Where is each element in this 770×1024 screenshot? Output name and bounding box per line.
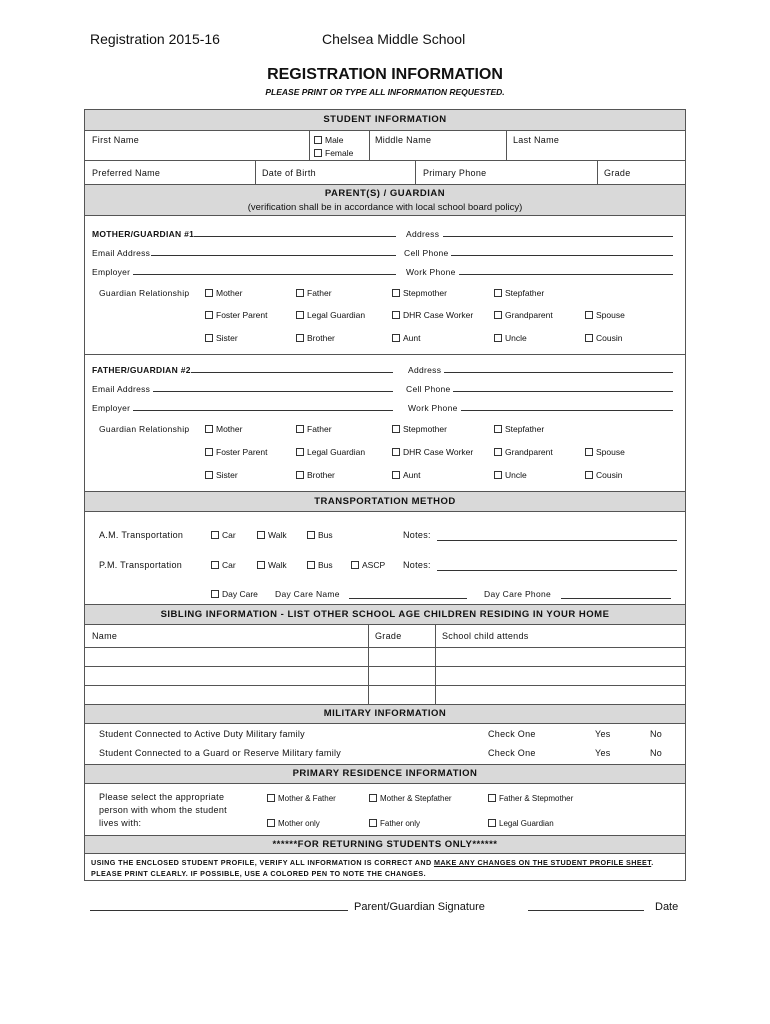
am-transportation-label: A.M. Transportation — [99, 530, 184, 540]
f2-sister-checkbox[interactable]: Sister — [205, 470, 238, 480]
checkbox-icon — [211, 590, 219, 598]
f2-grandparent-checkbox[interactable]: Grandparent — [494, 447, 553, 457]
residence-prompt-1: Please select the appropriate — [99, 792, 225, 802]
father-work-phone-label: Work Phone — [408, 403, 458, 413]
m1-cousin-checkbox[interactable]: Cousin — [585, 333, 622, 343]
day-care-name-label: Day Care Name — [275, 589, 340, 599]
pm-bus-checkbox[interactable]: Bus — [307, 560, 333, 570]
checkbox-icon — [205, 289, 213, 297]
checkbox-icon — [351, 561, 359, 569]
mother-email-label: Email Address — [92, 248, 151, 258]
checkbox-icon — [494, 311, 502, 319]
checkbox-icon — [494, 448, 502, 456]
m1-grandparent-checkbox[interactable]: Grandparent — [494, 310, 553, 320]
checkbox-icon — [205, 448, 213, 456]
am-walk-checkbox[interactable]: Walk — [257, 530, 287, 540]
mother-employer-label: Employer — [92, 267, 131, 277]
military-active-no[interactable]: No — [650, 729, 663, 739]
checkbox-icon — [392, 289, 400, 297]
f2-aunt-checkbox[interactable]: Aunt — [392, 470, 421, 480]
residence-band: PRIMARY RESIDENCE INFORMATION — [85, 764, 685, 784]
checkbox-icon — [392, 334, 400, 342]
mother-work-phone-line[interactable] — [459, 274, 673, 275]
checkbox-icon — [296, 311, 304, 319]
checkbox-icon — [585, 448, 593, 456]
f2-spouse-checkbox[interactable]: Spouse — [585, 447, 625, 457]
pm-ascp-checkbox[interactable]: ASCP — [351, 560, 385, 570]
f2-foster-checkbox[interactable]: Foster Parent — [205, 447, 268, 457]
military-active-label: Student Connected to Active Duty Military family — [99, 729, 305, 739]
checkbox-icon — [494, 334, 502, 342]
f2-dhr-checkbox[interactable]: DHR Case Worker — [392, 447, 473, 457]
dob-field[interactable]: Date of Birth — [262, 168, 316, 178]
sibling-row-1[interactable] — [85, 647, 685, 666]
military-band: MILITARY INFORMATION — [85, 704, 685, 724]
father-email-line[interactable] — [153, 391, 393, 392]
father-cell-label: Cell Phone — [406, 384, 451, 394]
am-notes-label: Notes: — [403, 530, 431, 540]
checkbox-icon — [267, 794, 275, 802]
checkbox-icon — [369, 794, 377, 802]
m1-aunt-checkbox[interactable]: Aunt — [392, 333, 421, 343]
checkbox-icon — [392, 311, 400, 319]
am-bus-checkbox[interactable]: Bus — [307, 530, 333, 540]
school-name: Chelsea Middle School — [322, 31, 466, 47]
checkbox-icon — [392, 471, 400, 479]
sibling-school-header: School child attends — [442, 631, 529, 641]
res-father-step-checkbox[interactable]: Father & Stepmother — [488, 794, 573, 803]
male-checkbox[interactable]: Male — [314, 135, 343, 145]
checkbox-icon — [211, 531, 219, 539]
checkbox-icon — [314, 149, 322, 157]
transportation-band: TRANSPORTATION METHOD — [85, 491, 685, 512]
m1-brother-checkbox[interactable]: Brother — [296, 333, 335, 343]
checkbox-icon — [205, 334, 213, 342]
signature-line[interactable] — [90, 910, 348, 911]
father-relationship-label: Guardian Relationship — [99, 424, 190, 434]
res-mother-step-checkbox[interactable]: Mother & Stepfather — [369, 794, 452, 803]
m1-foster-checkbox[interactable]: Foster Parent — [205, 310, 268, 320]
pm-notes-line[interactable] — [437, 570, 677, 571]
res-legal-checkbox[interactable]: Legal Guardian — [488, 819, 554, 828]
res-mother-father-checkbox[interactable]: Mother & Father — [267, 794, 336, 803]
female-checkbox[interactable]: Female — [314, 148, 353, 158]
military-guard-no[interactable]: No — [650, 748, 663, 758]
f2-stepmother-checkbox[interactable]: Stepmother — [392, 424, 447, 434]
res-father-only-checkbox[interactable]: Father only — [369, 819, 420, 828]
mother-relationship-label: Guardian Relationship — [99, 288, 190, 298]
checkbox-icon — [296, 425, 304, 433]
day-care-phone-label: Day Care Phone — [484, 589, 552, 599]
military-guard-check-one: Check One — [488, 748, 536, 758]
father-work-phone-line[interactable] — [461, 410, 673, 411]
form-subtitle: PLEASE PRINT OR TYPE ALL INFORMATION REQUESTED. — [265, 87, 505, 97]
res-mother-only-checkbox[interactable]: Mother only — [267, 819, 320, 828]
mother-work-phone-label: Work Phone — [406, 267, 456, 277]
returning-note: USING THE ENCLOSED STUDENT PROFILE, VERIFY ALL INFORMATION IS CORRECT AND MAKE ANY CHANGES ON THE STUDENT PROFILE SHEET. PLEASE PRINT CLEARLY. IF POSSIBLE, USE A COLORED PEN TO NOTE THE CHANGES. — [91, 858, 654, 878]
checkbox-icon — [494, 471, 502, 479]
checkbox-icon — [369, 819, 377, 827]
father-cell-line[interactable] — [453, 391, 673, 392]
checkbox-icon — [296, 289, 304, 297]
pm-walk-checkbox[interactable]: Walk — [257, 560, 287, 570]
form-title: REGISTRATION INFORMATION — [267, 66, 503, 83]
f2-stepfather-checkbox[interactable]: Stepfather — [494, 424, 544, 434]
father-address-line[interactable] — [444, 372, 673, 373]
day-care-checkbox[interactable]: Day Care — [211, 589, 258, 599]
checkbox-icon — [205, 425, 213, 433]
checkbox-icon — [488, 819, 496, 827]
checkbox-icon — [314, 136, 322, 144]
m1-sister-checkbox[interactable]: Sister — [205, 333, 238, 343]
father-email-label: Email Address — [92, 384, 151, 394]
primary-phone-field[interactable]: Primary Phone — [423, 168, 487, 178]
checkbox-icon — [205, 311, 213, 319]
sibling-grade-header: Grade — [375, 631, 402, 641]
pm-notes-label: Notes: — [403, 560, 431, 570]
checkbox-icon — [585, 311, 593, 319]
checkbox-icon — [488, 794, 496, 802]
m1-stepmother-checkbox[interactable]: Stepmother — [392, 288, 447, 298]
day-care-name-line[interactable] — [349, 598, 467, 599]
residence-prompt-2: person with whom the student — [99, 805, 227, 815]
f2-cousin-checkbox[interactable]: Cousin — [585, 470, 622, 480]
checkbox-icon — [257, 561, 265, 569]
m1-stepfather-checkbox[interactable]: Stepfather — [494, 288, 544, 298]
checkbox-icon — [296, 448, 304, 456]
m1-mother-checkbox[interactable]: Mother — [205, 288, 242, 298]
sibling-row-2[interactable] — [85, 666, 685, 685]
m1-spouse-checkbox[interactable]: Spouse — [585, 310, 625, 320]
f2-legal-checkbox[interactable]: Legal Guardian — [296, 447, 365, 457]
checkbox-icon — [392, 425, 400, 433]
checkbox-icon — [392, 448, 400, 456]
mother-cell-label: Cell Phone — [404, 248, 449, 258]
checkbox-icon — [267, 819, 275, 827]
returning-band: ******FOR RETURNING STUDENTS ONLY****** — [85, 835, 685, 854]
mother-cell-line[interactable] — [451, 255, 673, 256]
sibling-name-header: Name — [92, 631, 118, 641]
middle-name-field[interactable]: Middle Name — [375, 135, 432, 145]
last-name-field[interactable]: Last Name — [513, 135, 560, 145]
registration-year: Registration 2015-16 — [90, 31, 220, 47]
mother-name-line[interactable] — [194, 236, 396, 237]
military-guard-label: Student Connected to a Guard or Reserve Military family — [99, 748, 342, 758]
f2-mother-checkbox[interactable]: Mother — [205, 424, 242, 434]
registration-form — [84, 109, 686, 881]
day-care-phone-line[interactable] — [561, 598, 671, 599]
mother-guardian-label: MOTHER/GUARDIAN #1 — [92, 229, 195, 239]
checkbox-icon — [494, 425, 502, 433]
m1-father-checkbox[interactable]: Father — [296, 288, 332, 298]
f2-father-checkbox[interactable]: Father — [296, 424, 332, 434]
military-guard-yes[interactable]: Yes — [595, 748, 611, 758]
checkbox-icon — [307, 531, 315, 539]
pm-car-checkbox[interactable]: Car — [211, 560, 236, 570]
mother-address-label: Address — [406, 229, 440, 239]
checkbox-icon — [296, 334, 304, 342]
m1-dhr-checkbox[interactable]: DHR Case Worker — [392, 310, 473, 320]
military-active-check-one: Check One — [488, 729, 536, 739]
pm-transportation-label: P.M. Transportation — [99, 560, 183, 570]
m1-legal-checkbox[interactable]: Legal Guardian — [296, 310, 365, 320]
checkbox-icon — [257, 531, 265, 539]
preferred-name-field[interactable]: Preferred Name — [92, 168, 161, 178]
checkbox-icon — [211, 561, 219, 569]
checkbox-icon — [307, 561, 315, 569]
checkbox-icon — [585, 471, 593, 479]
am-notes-line[interactable] — [437, 540, 677, 541]
sibling-band: SIBLING INFORMATION - LIST OTHER SCHOOL AGE CHILDREN RESIDING IN YOUR HOME — [85, 604, 685, 625]
father-employer-line[interactable] — [133, 410, 393, 411]
checkbox-icon — [205, 471, 213, 479]
f2-uncle-checkbox[interactable]: Uncle — [494, 470, 527, 480]
signature-label: Parent/Guardian Signature — [354, 901, 485, 913]
student-info-band: STUDENT INFORMATION — [85, 109, 685, 131]
father-address-label: Address — [408, 365, 442, 375]
father-name-line[interactable] — [191, 372, 393, 373]
date-label: Date — [655, 901, 679, 913]
checkbox-icon — [494, 289, 502, 297]
mother-email-line[interactable] — [151, 255, 396, 256]
father-employer-label: Employer — [92, 403, 131, 413]
father-guardian-label: FATHER/GUARDIAN #2 — [92, 365, 191, 375]
checkbox-icon — [296, 471, 304, 479]
am-car-checkbox[interactable]: Car — [211, 530, 236, 540]
checkbox-icon — [585, 334, 593, 342]
residence-prompt-3: lives with: — [99, 818, 142, 828]
military-active-yes[interactable]: Yes — [595, 729, 611, 739]
date-line[interactable] — [528, 910, 644, 911]
first-name-field[interactable]: First Name — [92, 135, 140, 145]
f2-brother-checkbox[interactable]: Brother — [296, 470, 335, 480]
parent-guardian-band: PARENT(S) / GUARDIAN (verification shall be in accordance with local school board policy) — [85, 184, 685, 216]
mother-employer-line[interactable] — [133, 274, 396, 275]
mother-address-line[interactable] — [443, 236, 673, 237]
sibling-row-3[interactable] — [85, 685, 685, 704]
grade-field[interactable]: Grade — [604, 168, 631, 178]
m1-uncle-checkbox[interactable]: Uncle — [494, 333, 527, 343]
